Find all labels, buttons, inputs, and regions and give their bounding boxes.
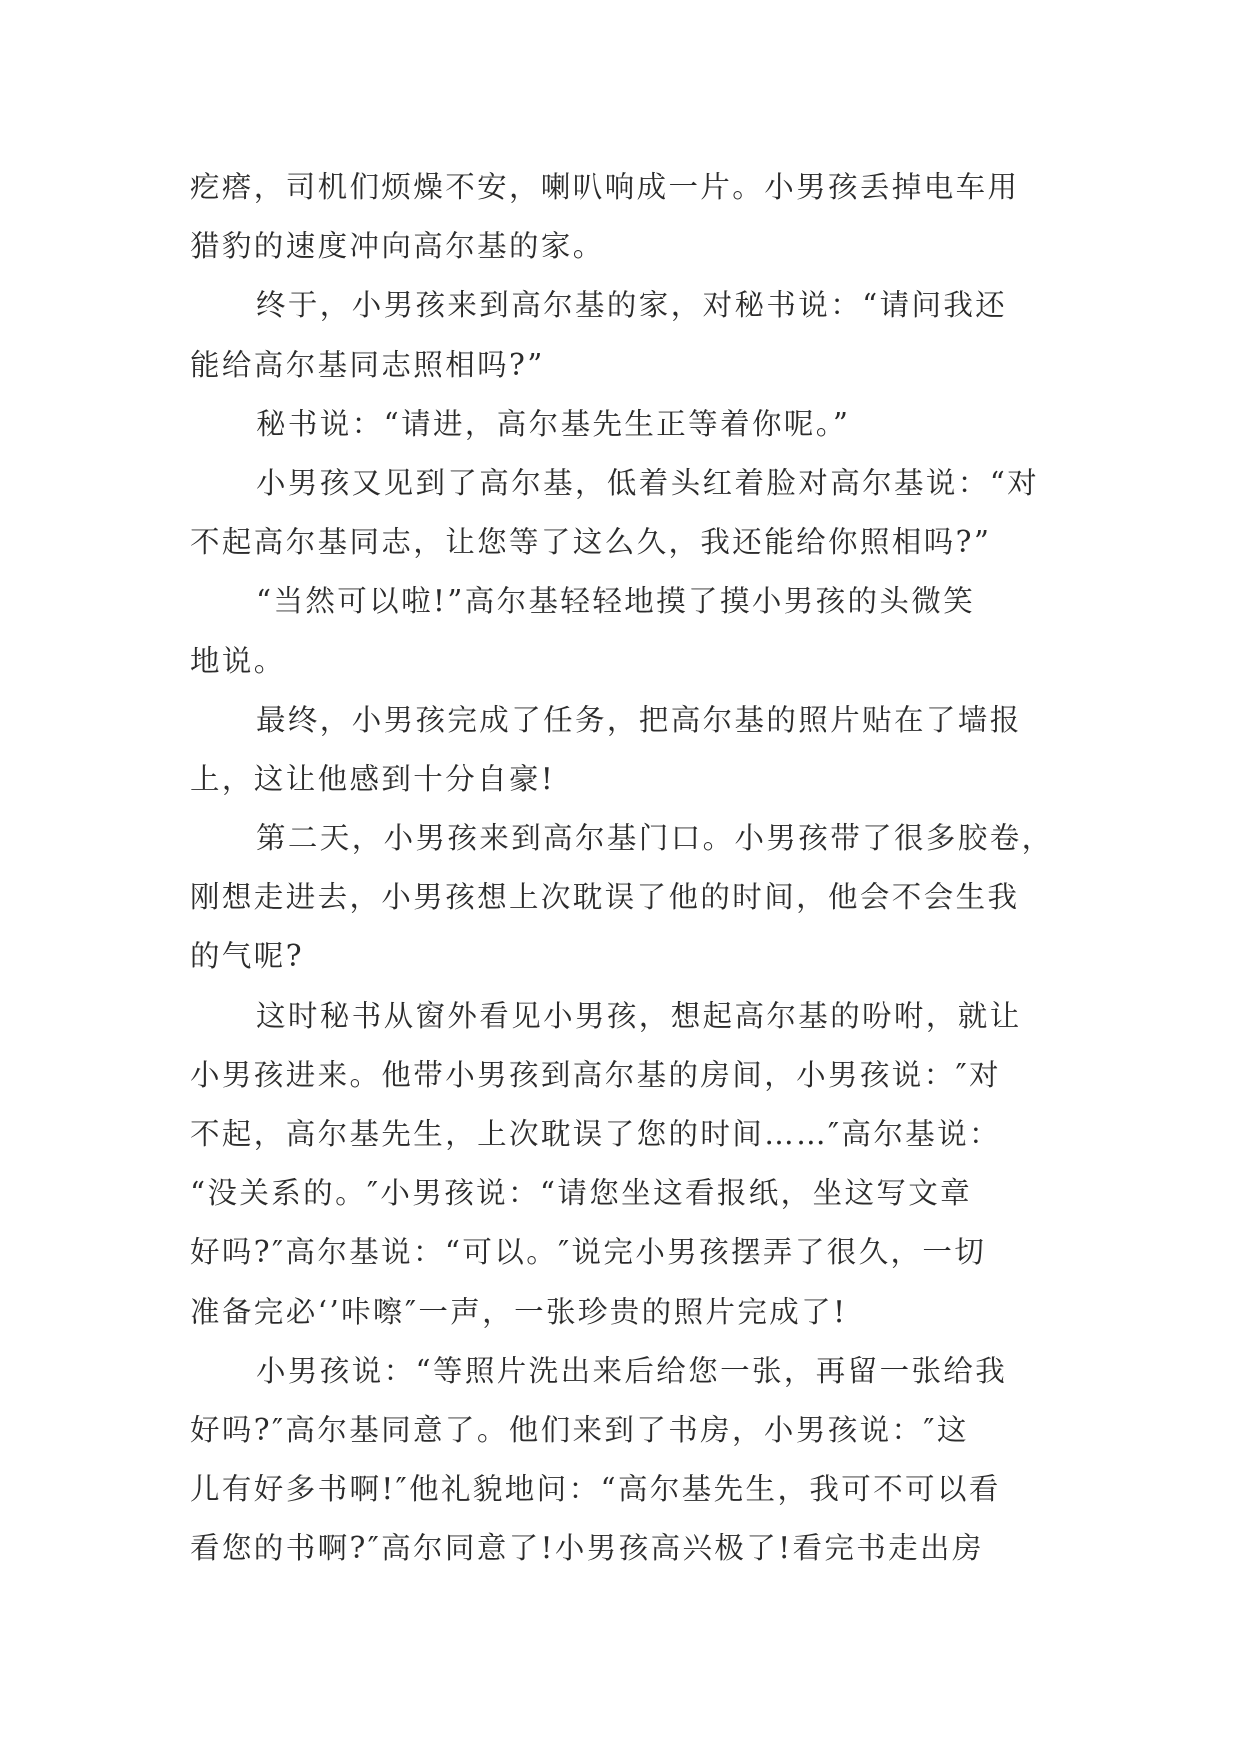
text-line: 好吗?″高尔基说：“可以。″说完小男孩摆弄了很久，一切 xyxy=(190,1235,987,1270)
text-line: 的气呢? xyxy=(190,939,304,974)
text-line: 准备完必‘’咔嚓″一声，一张珍贵的照片完成了! xyxy=(190,1294,848,1329)
text-line: 第二天，小男孩来到高尔基门口。小男孩带了很多胶卷， xyxy=(256,821,1054,856)
text-line: 刚想走进去，小男孩想上次耽误了他的时间，他会不会生我 xyxy=(190,880,1020,915)
text-line: 这时秘书从窗外看见小男孩，想起高尔基的吩咐，就让 xyxy=(256,998,1022,1033)
text-line: 小男孩又见到了高尔基，低着头红着脸对高尔基说：“对 xyxy=(256,465,1040,500)
text-line: “当然可以啦!”高尔基轻轻地摸了摸小男孩的头微笑 xyxy=(256,584,976,619)
text-line: 小男孩进来。他带小男孩到高尔基的房间，小男孩说：″对 xyxy=(190,1057,1001,1092)
body-text xyxy=(190,158,1054,1579)
text-line: 小男孩说：“等照片洗出来后给您一张，再留一张给我 xyxy=(256,1353,1008,1388)
text-line: 地说。 xyxy=(190,643,286,678)
text-line: “没关系的。″小男孩说：“请您坐这看报纸，坐这写文章 xyxy=(190,1176,973,1211)
text-line: 上，这让他感到十分自豪! xyxy=(190,761,556,796)
text-line: 能给高尔基同志照相吗?” xyxy=(190,347,545,382)
text-line: 终于，小男孩来到高尔基的家，对秘书说：“请问我还 xyxy=(256,288,1008,323)
text-line: 不起，高尔基先生，上次耽误了您的时间……″高尔基说： xyxy=(190,1117,1001,1151)
text-line: 好吗?″高尔基同意了。他们来到了书房，小男孩说：″这 xyxy=(190,1412,969,1447)
text-line: 猎豹的速度冲向高尔基的家。 xyxy=(190,229,605,264)
text-line: 看您的书啊?″高尔同意了!小男孩高兴极了!看完书走出房 xyxy=(190,1531,984,1566)
text-line: 秘书说：“请进，高尔基先生正等着你呢。” xyxy=(256,406,851,441)
text-line: 儿有好多书啊!″他礼貌地问：“高尔基先生，我可不可以看 xyxy=(190,1472,1001,1507)
text-line: 疙瘩，司机们烦燥不安，喇叭响成一片。小男孩丢掉电车用 xyxy=(190,170,1020,204)
text-line: 不起高尔基同志，让您等了这么久，我还能给你照相吗?” xyxy=(190,525,992,560)
text-line: 最终，小男孩完成了任务，把高尔基的照片贴在了墙报 xyxy=(256,702,1022,737)
